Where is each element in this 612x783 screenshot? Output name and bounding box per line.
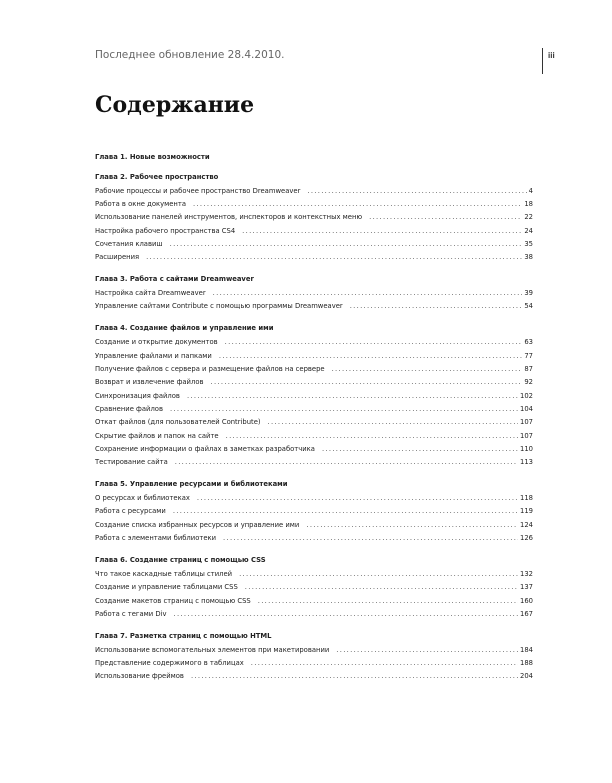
dot-leader bbox=[242, 225, 522, 238]
toc-entry-label[interactable]: Работа с ресурсами bbox=[95, 507, 166, 516]
toc-entry-label[interactable]: Настройка сайта Dreamweaver bbox=[95, 289, 206, 298]
toc-entry[interactable] bbox=[95, 363, 533, 376]
toc-entry-page[interactable]: 54 bbox=[524, 302, 533, 311]
toc-entry-page[interactable]: 22 bbox=[524, 213, 533, 222]
toc-entry-page[interactable]: 124 bbox=[520, 520, 533, 529]
toc-entry-label[interactable]: Использование вспомогательных элементов при макетировании bbox=[95, 645, 330, 654]
toc-chapter bbox=[95, 152, 533, 162]
toc-entry-page[interactable]: 92 bbox=[524, 378, 533, 387]
toc-entry[interactable] bbox=[95, 350, 533, 363]
dot-leader bbox=[306, 519, 518, 532]
dot-leader bbox=[146, 251, 522, 264]
toc-entry-page[interactable]: 113 bbox=[520, 458, 533, 467]
toc-chapter bbox=[95, 555, 533, 621]
toc-entry-label[interactable]: Работа с тегами Div bbox=[95, 609, 167, 618]
toc-entry[interactable] bbox=[95, 403, 533, 416]
chapter-title[interactable]: Глава 4. Создание файлов и управление ими bbox=[95, 324, 274, 333]
toc-entry-label[interactable]: Создание макетов страниц с помощью CSS bbox=[95, 596, 251, 605]
toc-entry-label[interactable]: Представление содержимого в таблицах bbox=[95, 659, 244, 668]
toc-entry-page[interactable]: 102 bbox=[520, 391, 533, 400]
toc-entry-page[interactable]: 39 bbox=[524, 289, 533, 298]
dot-leader bbox=[268, 416, 518, 429]
page-title: Содержание bbox=[95, 92, 255, 118]
dot-leader bbox=[223, 532, 518, 545]
toc-entry[interactable] bbox=[95, 568, 533, 581]
toc-entry-label[interactable]: Синхронизация файлов bbox=[95, 391, 180, 400]
toc-entry[interactable] bbox=[95, 644, 533, 657]
page-number: iii bbox=[548, 51, 555, 60]
toc-entry[interactable] bbox=[95, 456, 533, 469]
toc-entry-page[interactable]: 38 bbox=[524, 253, 533, 262]
toc-entry-page[interactable]: 35 bbox=[524, 239, 533, 248]
dot-leader bbox=[239, 568, 518, 581]
toc-entry[interactable] bbox=[95, 185, 533, 198]
toc-entry[interactable] bbox=[95, 211, 533, 224]
chapter-title[interactable]: Глава 7. Разметка страниц с помощью HTML bbox=[95, 631, 272, 640]
toc-entry-label[interactable]: Создание и открытие документов bbox=[95, 338, 218, 347]
toc-entry[interactable] bbox=[95, 657, 533, 670]
toc-entry-page[interactable]: 77 bbox=[524, 351, 533, 360]
dot-leader bbox=[197, 492, 518, 505]
toc-entry[interactable] bbox=[95, 376, 533, 389]
dot-leader bbox=[174, 608, 518, 621]
toc-entry[interactable] bbox=[95, 430, 533, 443]
toc-entry-label[interactable]: Что такое каскадные таблицы стилей bbox=[95, 569, 233, 578]
toc-entry-page[interactable]: 104 bbox=[520, 404, 533, 413]
chapter-title[interactable]: Глава 3. Работа с сайтами Dreamweaver bbox=[95, 274, 254, 283]
toc-entry[interactable] bbox=[95, 390, 533, 403]
dot-leader bbox=[170, 238, 523, 251]
dot-leader bbox=[369, 211, 522, 224]
toc-entry[interactable] bbox=[95, 608, 533, 621]
toc-entry-label[interactable]: Работа в окне документа bbox=[95, 199, 186, 208]
toc-entry-page[interactable]: 107 bbox=[520, 431, 533, 440]
dot-leader bbox=[175, 456, 518, 469]
toc-entry-label[interactable]: Расширения bbox=[95, 253, 140, 262]
dot-leader bbox=[173, 505, 518, 518]
toc-entry-page[interactable]: 137 bbox=[520, 583, 533, 592]
toc-entry-label[interactable]: Создание и управление таблицами CSS bbox=[95, 583, 238, 592]
toc-entry-page[interactable]: 126 bbox=[520, 533, 533, 542]
toc-entry[interactable] bbox=[95, 416, 533, 429]
toc-entry-page[interactable]: 4 bbox=[528, 186, 533, 195]
dot-leader bbox=[226, 430, 518, 443]
dot-leader bbox=[307, 185, 526, 198]
toc-entry[interactable] bbox=[95, 595, 533, 608]
toc-entry-page[interactable]: 204 bbox=[520, 672, 533, 681]
dot-leader bbox=[245, 581, 518, 594]
chapter-title[interactable]: Глава 5. Управление ресурсами и библиотеками bbox=[95, 479, 288, 488]
toc-entry[interactable] bbox=[95, 336, 533, 349]
toc-entry-label[interactable]: Рабочие процессы и рабочее пространство Dreamweaver bbox=[95, 186, 301, 195]
toc-entry[interactable] bbox=[95, 287, 533, 300]
toc-entry-page[interactable]: 160 bbox=[520, 596, 533, 605]
dot-leader bbox=[251, 657, 518, 670]
toc-entry-label[interactable]: Создание списка избранных ресурсов и управление ими bbox=[95, 520, 300, 529]
toc-entry[interactable] bbox=[95, 532, 533, 545]
toc-entry-label[interactable]: Сохранение информации о файлах в заметках разработчика bbox=[95, 444, 315, 453]
dot-leader bbox=[191, 670, 518, 683]
dot-leader bbox=[187, 390, 518, 403]
toc-entry-page[interactable]: 87 bbox=[524, 365, 533, 374]
toc-entry-page[interactable]: 118 bbox=[520, 494, 533, 503]
toc-entry-page[interactable]: 18 bbox=[524, 199, 533, 208]
header-divider bbox=[542, 48, 543, 74]
toc-entry[interactable] bbox=[95, 225, 533, 238]
toc-entry[interactable] bbox=[95, 443, 533, 456]
toc-entry-label[interactable]: Управление сайтами Contribute с помощью программы Dreamweaver bbox=[95, 302, 343, 311]
toc-entry[interactable] bbox=[95, 492, 533, 505]
toc-entry-label[interactable]: Использование панелей инструментов, инспекторов и контекстных меню bbox=[95, 213, 363, 222]
toc-entry-page[interactable]: 119 bbox=[520, 507, 533, 516]
toc-entry[interactable] bbox=[95, 238, 533, 251]
toc-entry[interactable] bbox=[95, 505, 533, 518]
toc-entry-label[interactable]: Откат файлов (для пользователей Contribute) bbox=[95, 418, 261, 427]
toc-entry[interactable] bbox=[95, 198, 533, 211]
toc-entry-label[interactable]: Тестирование сайта bbox=[95, 458, 168, 467]
toc-entry-label[interactable]: О ресурсах и библиотеках bbox=[95, 494, 190, 503]
toc-entry-page[interactable]: 188 bbox=[520, 659, 533, 668]
dot-leader bbox=[193, 198, 522, 211]
toc-entry-label[interactable]: Сочетания клавиш bbox=[95, 239, 163, 248]
dot-leader bbox=[322, 443, 518, 456]
toc-entry-page[interactable]: 63 bbox=[524, 338, 533, 347]
dot-leader bbox=[225, 336, 523, 349]
dot-leader bbox=[336, 644, 518, 657]
toc-entry-page[interactable]: 167 bbox=[520, 609, 533, 618]
dot-leader bbox=[211, 376, 523, 389]
dot-leader bbox=[258, 595, 518, 608]
dot-leader bbox=[350, 300, 523, 313]
toc-entry-label[interactable]: Сравнение файлов bbox=[95, 404, 163, 413]
toc-entry[interactable] bbox=[95, 519, 533, 532]
toc-entry[interactable] bbox=[95, 670, 533, 683]
last-updated-text: Последнее обновление 28.4.2010. bbox=[95, 49, 285, 61]
toc-chapter bbox=[95, 274, 533, 314]
toc-entry-label[interactable]: Использование фреймов bbox=[95, 672, 184, 681]
toc-entry-page[interactable]: 184 bbox=[520, 645, 533, 654]
toc-entry[interactable] bbox=[95, 581, 533, 594]
toc-entry-page[interactable]: 132 bbox=[520, 569, 533, 578]
dot-leader bbox=[219, 350, 522, 363]
chapter-title[interactable]: Глава 2. Рабочее пространство bbox=[95, 172, 219, 181]
toc-entry-label[interactable]: Возврат и извлечение файлов bbox=[95, 378, 204, 387]
toc-chapter bbox=[95, 479, 533, 545]
toc-entry[interactable] bbox=[95, 251, 533, 264]
toc-entry-label[interactable]: Скрытие файлов и папок на сайте bbox=[95, 431, 219, 440]
dot-leader bbox=[170, 403, 518, 416]
toc-entry-page[interactable]: 110 bbox=[520, 444, 533, 453]
toc-chapter bbox=[95, 631, 533, 684]
toc-chapter bbox=[95, 172, 533, 265]
toc-entry-label[interactable]: Настройка рабочего пространства CS4 bbox=[95, 226, 236, 235]
chapter-title[interactable]: Глава 6. Создание страниц с помощью CSS bbox=[95, 555, 266, 564]
toc-entry-label[interactable]: Работа с элементами библиотеки bbox=[95, 533, 217, 542]
toc-entry-label[interactable]: Управление файлами и папками bbox=[95, 351, 212, 360]
toc-entry[interactable] bbox=[95, 300, 533, 313]
toc-chapter bbox=[95, 323, 533, 469]
toc-entry-label[interactable]: Получение файлов с сервера и размещение файлов на сервере bbox=[95, 365, 325, 374]
table-of-contents bbox=[95, 152, 533, 693]
toc-entry-page[interactable]: 107 bbox=[520, 418, 533, 427]
dot-leader bbox=[332, 363, 523, 376]
chapter-title[interactable]: Глава 1. Новые возможности bbox=[95, 153, 210, 161]
toc-entry-page[interactable]: 24 bbox=[524, 226, 533, 235]
dot-leader bbox=[213, 287, 523, 300]
